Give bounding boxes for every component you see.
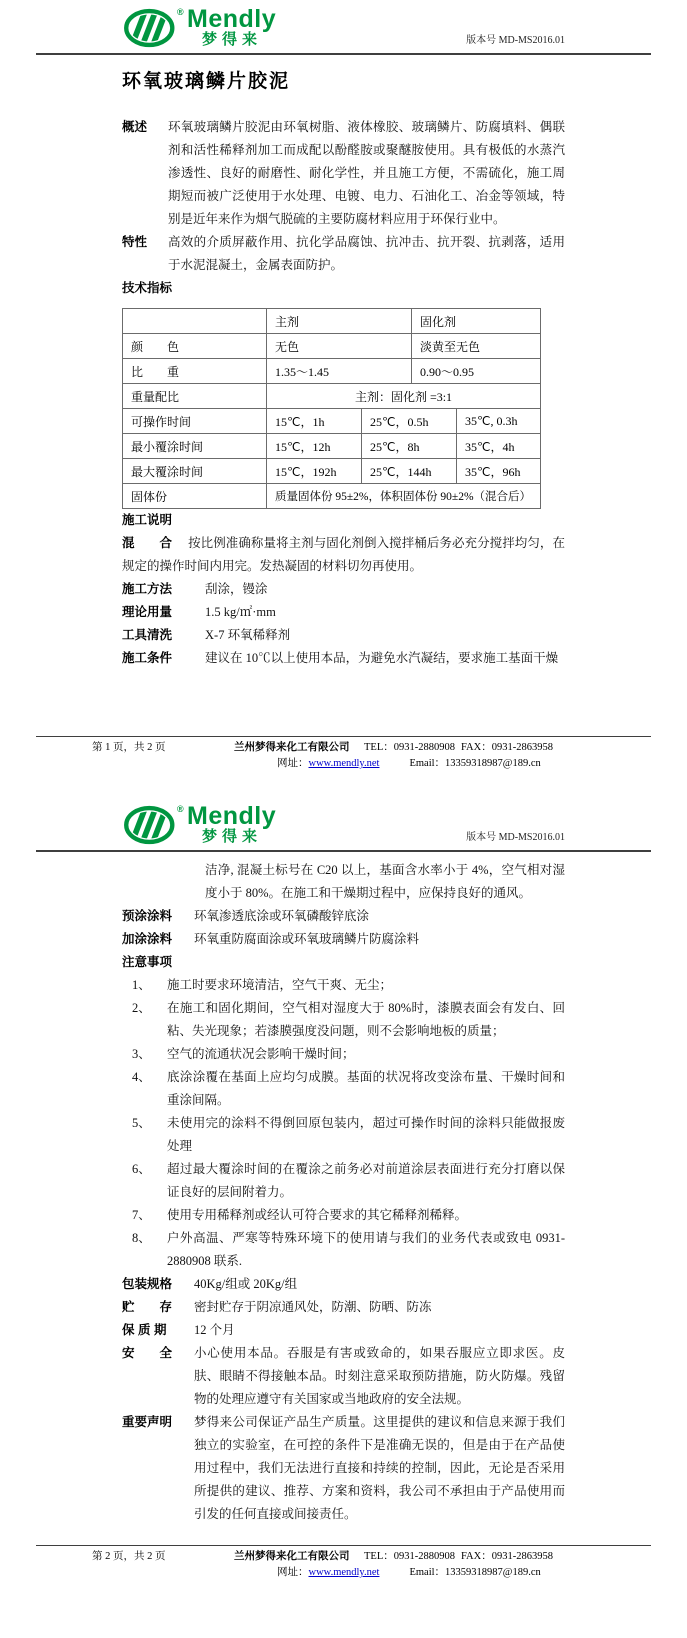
page2-content xyxy=(0,859,687,1526)
footer-rule xyxy=(36,1545,651,1546)
brand-wordmark xyxy=(187,5,277,48)
website-label: 网址： xyxy=(277,1567,309,1578)
table-row-solids: 固体份 质量固体份 95±2%，体积固体份 90±2%（混合后） xyxy=(123,484,541,509)
version-label: 版本号 MD-MS2016.01 xyxy=(466,35,565,46)
storage-row xyxy=(122,1296,565,1319)
feature-label: 特性 xyxy=(122,235,148,249)
registered-mark: ® xyxy=(177,804,184,814)
page2-header xyxy=(0,760,687,847)
method-row xyxy=(122,578,565,601)
table-row-color: 颜 色 无色 淡黄至无色 xyxy=(123,334,541,359)
page2-footer xyxy=(36,1545,651,1581)
statement-row xyxy=(122,1411,565,1526)
precoat-text: 环氧渗透底涂或环氧磷酸锌底涂 xyxy=(194,909,370,923)
overview-label: 概述 xyxy=(122,120,148,134)
mixing-row xyxy=(122,532,565,578)
row-label: 最小覆涂时间 xyxy=(123,434,267,459)
email-address: Email：13359318987@189.cn xyxy=(409,758,541,769)
mendly-logo xyxy=(122,5,277,48)
company-name: 兰州梦得来化工有限公司 xyxy=(234,742,350,753)
cleaning-label: 工具清洗 xyxy=(122,628,173,642)
mendly-emblem-icon xyxy=(122,8,180,48)
company-name: 兰州梦得来化工有限公司 xyxy=(234,1551,350,1562)
precoat-row xyxy=(122,905,565,928)
version-label: 版本号 MD-MS2016.01 xyxy=(466,832,565,843)
cleaning-row xyxy=(122,624,565,647)
page-number: 第 1 页，共 2 页 xyxy=(92,742,166,753)
registered-mark: ® xyxy=(177,7,184,17)
brand-name-cn: 梦得来 xyxy=(202,828,263,845)
note-item: 4、 底涂涂覆在基面上应均匀成膜。基面的状况将改变涂布量、干燥时间和重涂间隔。 xyxy=(132,1070,565,1107)
note-item: 3、 空气的流通状况会影响干燥时间； xyxy=(132,1047,355,1061)
packing-label: 包装规格 xyxy=(122,1277,173,1291)
row-label: 颜 色 xyxy=(123,334,267,359)
website-row xyxy=(277,1565,379,1581)
cell-hardener: 固化剂 xyxy=(412,309,541,334)
tech-spec-table xyxy=(122,308,541,509)
shelf-life-label: 保 质 期 xyxy=(122,1323,167,1337)
overview-text: 环氧玻璃鳞片胶泥由环氧树脂、液体橡胶、玻璃鳞片、防腐填料、偶联剂和活性稀释剂加工而成配以酚醛胺或聚醚胺使用。具有极低的水蒸汽渗透性、良好的耐磨性、耐化学性，并且施工方便，不需硫化，施工周期短而被广泛使用于水处理、电镀、电力、石油化工、冶金等领域，特别是近年来作为烟气脱硫的主要防腐材料应用于环保行业中。 xyxy=(168,120,565,226)
storage-label: 贮 存 xyxy=(122,1300,173,1314)
page-number: 第 2 页，共 2 页 xyxy=(92,1551,166,1562)
website-link[interactable]: www.mendly.net xyxy=(308,1567,380,1578)
note-item: 1、 施工时要求环境清洁，空气干爽、无尘； xyxy=(132,978,393,992)
row-label: 最大覆涂时间 xyxy=(123,459,267,484)
brand-name-en: Mendly xyxy=(187,802,277,830)
table-row-ratio: 重量配比 主剂：固化剂 =3:1 xyxy=(123,384,541,409)
page-title: 环氧玻璃鳞片胶泥 xyxy=(122,71,291,92)
mixing-label: 混 合 xyxy=(122,536,173,550)
note-item: 5、 未使用完的涂料不得倒回原包装内，超过可操作时间的涂料只能做报废处理 xyxy=(132,1116,565,1153)
website-label: 网址： xyxy=(277,758,309,769)
precoat-label: 预涂涂料 xyxy=(122,909,173,923)
mixing-text: 按比例准确称量将主剂与固化剂倒入搅拌桶后务必充分搅拌均匀，在规定的操作时间内用完。发热凝固的材料切勿再使用。 xyxy=(122,536,565,573)
usage-text: 1.5 kg/㎡·mm xyxy=(205,605,276,619)
condition-text: 建议在 10℃以上使用本品，为避免水汽凝结，要求施工基面干燥 xyxy=(205,651,559,665)
mendly-logo xyxy=(122,802,277,845)
page-2 xyxy=(0,760,687,1638)
table-row-header xyxy=(123,309,541,334)
safety-label: 安 全 xyxy=(122,1346,173,1360)
cleaning-text: X-7 环氧稀释剂 xyxy=(205,628,291,642)
shelf-life-row xyxy=(122,1319,565,1342)
brand-name-en: Mendly xyxy=(187,5,277,33)
row-label: 固体份 xyxy=(123,484,267,509)
row-label: 重量配比 xyxy=(123,384,267,409)
topcoat-row xyxy=(122,928,565,951)
table-row-potlife: 可操作时间 15℃，1h 25℃，0.5h 35℃, 0.3h xyxy=(123,409,541,434)
fax-number: FAX：0931-2863958 xyxy=(461,1551,553,1562)
note-item: 6、 超过最大覆涂时间的在覆涂之前务必对前道涂层表面进行充分打磨以保证良好的层间附着力。 xyxy=(132,1162,565,1199)
method-label: 施工方法 xyxy=(122,582,173,596)
row-label: 可操作时间 xyxy=(123,409,267,434)
statement-label: 重要声明 xyxy=(122,1415,173,1429)
cell-blank xyxy=(123,309,267,334)
table-row-min-recoat: 最小覆涂时间 15℃，12h 25℃，8h 35℃，4h xyxy=(123,434,541,459)
header-rule xyxy=(36,53,651,55)
statement-text: 梦得来公司保证产品生产质量。这里提供的建议和信息来源于我们独立的实验室，在可控的条件下是准确无误的，但是由于在产品使用过程中，我们无法进行直接和持续的控制，因此，无论是否采用所提供的建议、推荐、方案和资料，我公司不承担由于产品使用而引发的任何直接或间接责任。 xyxy=(194,1415,565,1521)
page1-header xyxy=(0,0,687,50)
usage-row xyxy=(122,601,565,624)
note-item: 2、 在施工和固化期间，空气相对湿度大于 80%时，漆膜表面会有发白、回粘、失光现象；若漆膜强度没问题，则不会影响地板的质量； xyxy=(132,1001,565,1038)
footer-rule xyxy=(36,736,651,737)
notes-heading: 注意事项 xyxy=(122,955,173,969)
topcoat-label: 加涂涂料 xyxy=(122,932,173,946)
storage-text: 密封贮存于阴凉通风处，防潮、防晒、防冻 xyxy=(194,1300,432,1314)
website-link[interactable]: www.mendly.net xyxy=(308,758,380,769)
tel-number: TEL：0931-2880908 xyxy=(364,1551,455,1562)
method-text: 刮涂，镘涂 xyxy=(205,582,268,596)
brand-wordmark xyxy=(187,802,277,845)
table-row-gravity: 比 重 1.35～1.45 0.90～0.95 xyxy=(123,359,541,384)
shelf-life-text: 12 个月 xyxy=(194,1323,235,1337)
header-rule xyxy=(36,850,651,852)
row-label: 比 重 xyxy=(123,359,267,384)
condition-continuation: 洁净, 混凝土标号在 C20 以上，基面含水率小于 4%，空气相对湿度小于 80%。在施工和干燥期过程中，应保持良好的通风。 xyxy=(205,863,565,900)
overview-section xyxy=(122,116,565,231)
safety-text: 小心使用本品。吞服是有害或致命的，如果吞服应立即求医。皮肤、眼睛不得接触本品。时刻注意采取预防措施，防火防爆。残留物的处理应遵守有关国家或当地政府的安全法规。 xyxy=(194,1346,565,1406)
cell-main-agent: 主剂 xyxy=(267,309,412,334)
condition-row xyxy=(122,647,565,670)
packing-text: 40Kg/组或 20Kg/组 xyxy=(194,1277,298,1291)
condition-label: 施工条件 xyxy=(122,651,173,665)
feature-text: 高效的介质屏蔽作用、抗化学品腐蚀、抗冲击、抗开裂、抗剥落，适用于水泥混凝土，金属表面防护。 xyxy=(168,235,565,272)
brand-name-cn: 梦得来 xyxy=(202,31,263,48)
topcoat-text: 环氧重防腐面涂或环氧玻璃鳞片防腐涂料 xyxy=(194,932,420,946)
page1-content xyxy=(0,69,687,670)
note-item: 8、 户外高温、严寒等特殊环境下的使用请与我们的业务代表或致电 0931-2880908 联系. xyxy=(132,1231,565,1268)
page-1 xyxy=(0,0,687,769)
note-item: 7、 使用专用稀释剂或经认可符合要求的其它稀释剂稀释。 xyxy=(132,1208,468,1222)
table-row-max-recoat: 最大覆涂时间 15℃，192h 25℃，144h 35℃，96h xyxy=(123,459,541,484)
mendly-emblem-icon xyxy=(122,805,180,845)
packing-row xyxy=(122,1273,565,1296)
construction-heading: 施工说明 xyxy=(122,513,173,527)
safety-row xyxy=(122,1342,565,1411)
usage-label: 理论用量 xyxy=(122,605,173,619)
fax-number: FAX：0931-2863958 xyxy=(461,742,553,753)
feature-section xyxy=(122,231,565,277)
tel-number: TEL：0931-2880908 xyxy=(364,742,455,753)
tech-spec-heading: 技术指标 xyxy=(122,281,173,295)
email-address: Email：13359318987@189.cn xyxy=(409,1567,541,1578)
